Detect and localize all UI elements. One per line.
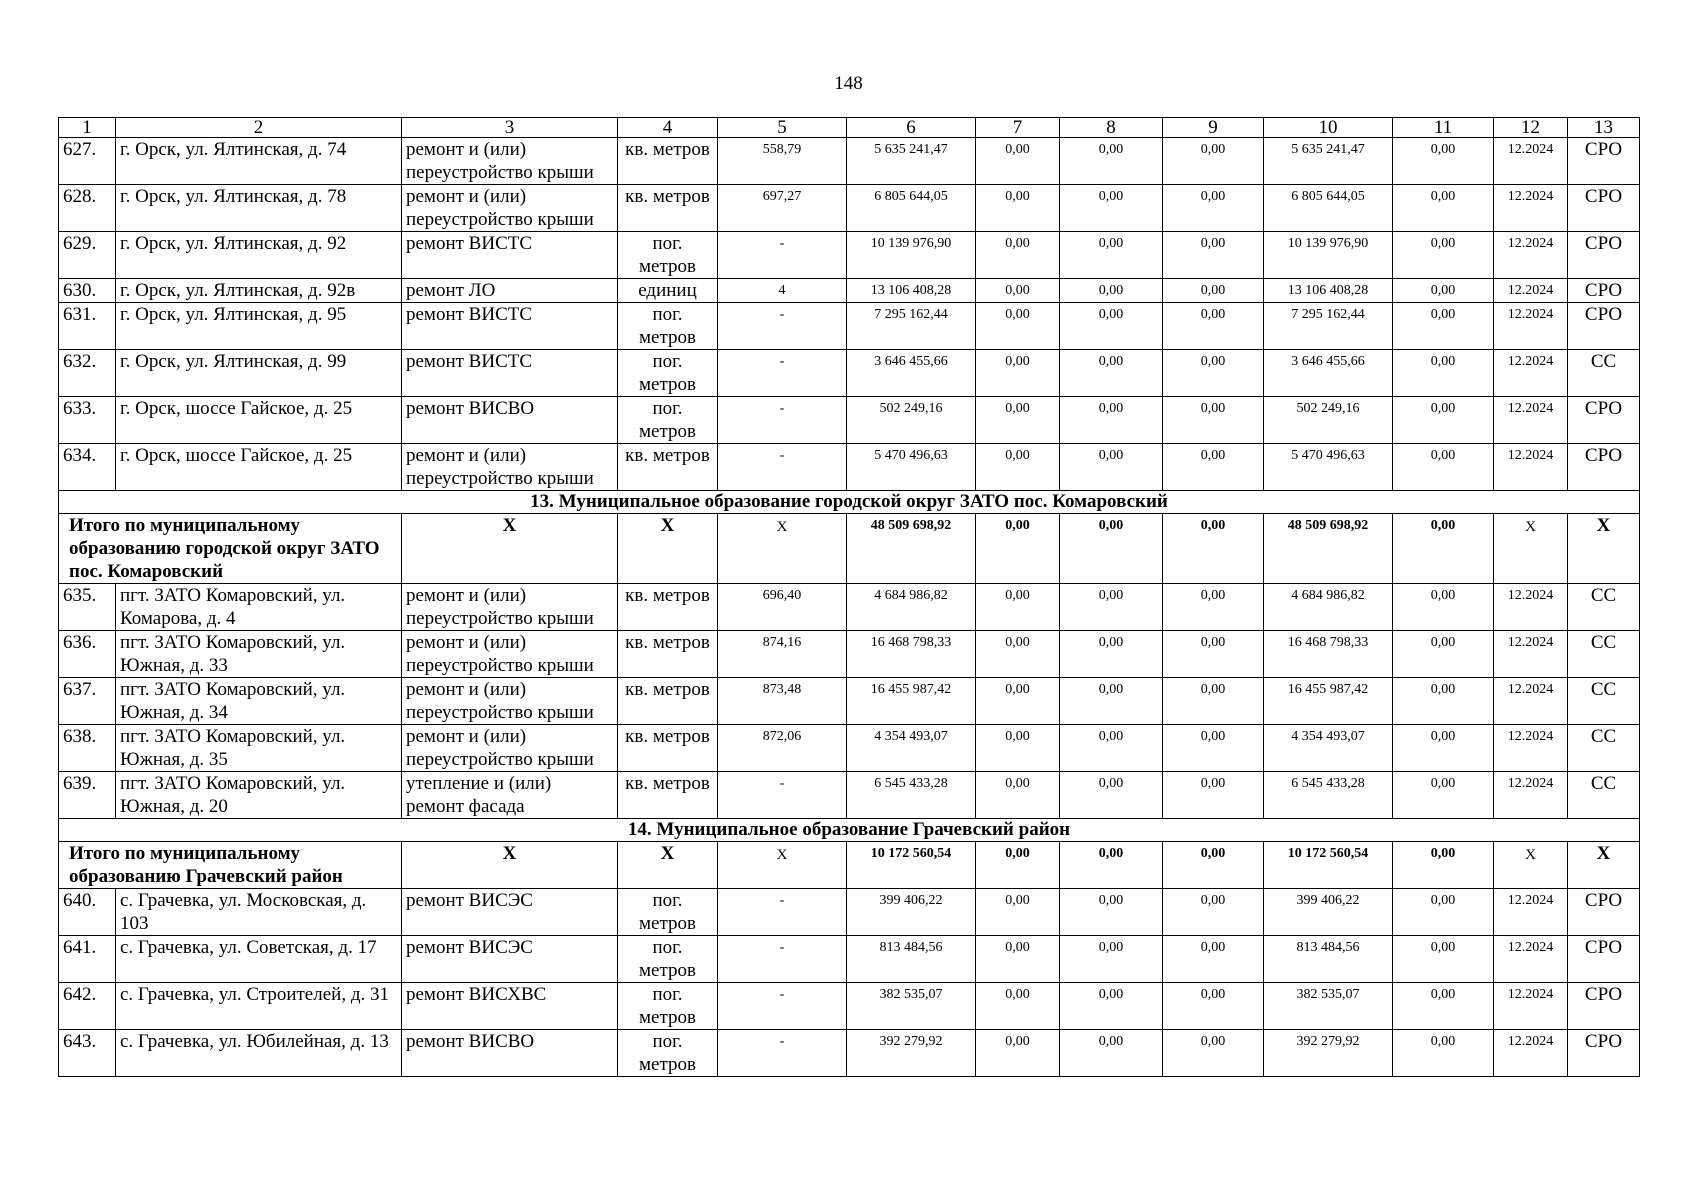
- col7-cell: 0,00: [976, 772, 1060, 819]
- col8-cell: 0,00: [1060, 772, 1163, 819]
- date-cell: 12.2024: [1494, 350, 1568, 397]
- method-cell: СРО: [1568, 232, 1640, 279]
- work-type-cell: ремонт и (или) переустройство крыши: [402, 444, 618, 491]
- row-number: 635.: [59, 584, 116, 631]
- cost-total-cell: 13 106 408,28: [847, 279, 976, 303]
- col11-cell: 0,00: [1393, 983, 1494, 1030]
- method-cell: СРО: [1568, 185, 1640, 232]
- column-header: 3: [402, 118, 618, 138]
- date-cell: 12.2024: [1494, 983, 1568, 1030]
- col9-cell: 0,00: [1163, 1030, 1264, 1077]
- total-label: Итого по муниципальному образованию Грачевский район: [59, 842, 402, 889]
- column-header: 2: [116, 118, 402, 138]
- col11-cell: 0,00: [1393, 397, 1494, 444]
- col10-cell: 5 635 241,47: [1264, 138, 1393, 185]
- cost-total-cell: 392 279,92: [847, 1030, 976, 1077]
- quantity-cell: 4: [718, 279, 847, 303]
- col8-cell: 0,00: [1060, 397, 1163, 444]
- row-number: 642.: [59, 983, 116, 1030]
- col10-cell: 382 535,07: [1264, 983, 1393, 1030]
- method-cell: СРО: [1568, 889, 1640, 936]
- table-row: [59, 631, 1640, 678]
- address-cell: г. Орск, ул. Ялтинская, д. 74: [116, 138, 402, 185]
- address-cell: пгт. ЗАТО Комаровский, ул. Южная, д. 33: [116, 631, 402, 678]
- col8-cell: 0,00: [1060, 279, 1163, 303]
- column-header: 7: [976, 118, 1060, 138]
- capital-repair-table: [58, 117, 1640, 1077]
- work-type-cell: ремонт ВИСТС: [402, 232, 618, 279]
- column-header: 13: [1568, 118, 1640, 138]
- date-cell: 12.2024: [1494, 725, 1568, 772]
- date-cell: 12.2024: [1494, 889, 1568, 936]
- column-header: 6: [847, 118, 976, 138]
- col8-cell: 0,00: [1060, 631, 1163, 678]
- col9-cell: 0,00: [1163, 397, 1264, 444]
- col11-cell: 0,00: [1393, 772, 1494, 819]
- quantity-cell: 873,48: [718, 678, 847, 725]
- col7-cell: 0,00: [976, 983, 1060, 1030]
- col11-cell: 0,00: [1393, 350, 1494, 397]
- total-col4: X: [618, 514, 718, 584]
- quantity-cell: 558,79: [718, 138, 847, 185]
- col9-cell: 0,00: [1163, 936, 1264, 983]
- col9-cell: 0,00: [1163, 772, 1264, 819]
- work-type-cell: ремонт и (или) переустройство крыши: [402, 725, 618, 772]
- address-cell: пгт. ЗАТО Комаровский, ул. Комарова, д. 4: [116, 584, 402, 631]
- table-row: [59, 983, 1640, 1030]
- unit-cell: кв. метров: [618, 772, 718, 819]
- method-cell: СРО: [1568, 983, 1640, 1030]
- address-cell: с. Грачевка, ул. Советская, д. 17: [116, 936, 402, 983]
- table-row: [59, 936, 1640, 983]
- col7-cell: 0,00: [976, 936, 1060, 983]
- work-type-cell: ремонт ВИСВО: [402, 397, 618, 444]
- col7-cell: 0,00: [976, 889, 1060, 936]
- col7-cell: 0,00: [976, 232, 1060, 279]
- col10-cell: 813 484,56: [1264, 936, 1393, 983]
- total-col12: X: [1494, 842, 1568, 889]
- unit-cell: пог. метров: [618, 397, 718, 444]
- table-row: [59, 584, 1640, 631]
- quantity-cell: -: [718, 397, 847, 444]
- quantity-cell: -: [718, 983, 847, 1030]
- method-cell: СС: [1568, 584, 1640, 631]
- col7-cell: 0,00: [976, 350, 1060, 397]
- column-header: 8: [1060, 118, 1163, 138]
- method-cell: СРО: [1568, 444, 1640, 491]
- method-cell: СС: [1568, 350, 1640, 397]
- total-label: Итого по муниципальному образованию городской округ ЗАТО пос. Комаровский: [59, 514, 402, 584]
- total-col8: 0,00: [1060, 514, 1163, 584]
- table-row: [59, 138, 1640, 185]
- col8-cell: 0,00: [1060, 138, 1163, 185]
- col10-cell: 399 406,22: [1264, 889, 1393, 936]
- row-number: 640.: [59, 889, 116, 936]
- date-cell: 12.2024: [1494, 678, 1568, 725]
- col9-cell: 0,00: [1163, 232, 1264, 279]
- column-header: 1: [59, 118, 116, 138]
- cost-total-cell: 502 249,16: [847, 397, 976, 444]
- work-type-cell: ремонт ЛО: [402, 279, 618, 303]
- quantity-cell: -: [718, 444, 847, 491]
- cost-total-cell: 4 684 986,82: [847, 584, 976, 631]
- method-cell: СС: [1568, 631, 1640, 678]
- cost-total-cell: 399 406,22: [847, 889, 976, 936]
- col11-cell: 0,00: [1393, 303, 1494, 350]
- row-number: 637.: [59, 678, 116, 725]
- address-cell: с. Грачевка, ул. Московская, д. 103: [116, 889, 402, 936]
- table-row: [59, 350, 1640, 397]
- col10-cell: 6 545 433,28: [1264, 772, 1393, 819]
- cost-total-cell: 6 545 433,28: [847, 772, 976, 819]
- col11-cell: 0,00: [1393, 138, 1494, 185]
- unit-cell: кв. метров: [618, 678, 718, 725]
- total-col7: 0,00: [976, 842, 1060, 889]
- date-cell: 12.2024: [1494, 772, 1568, 819]
- column-header: 10: [1264, 118, 1393, 138]
- col7-cell: 0,00: [976, 185, 1060, 232]
- col8-cell: 0,00: [1060, 350, 1163, 397]
- date-cell: 12.2024: [1494, 279, 1568, 303]
- col11-cell: 0,00: [1393, 232, 1494, 279]
- section-header-row: [59, 491, 1640, 514]
- col11-cell: 0,00: [1393, 1030, 1494, 1077]
- col7-cell: 0,00: [976, 397, 1060, 444]
- unit-cell: кв. метров: [618, 631, 718, 678]
- quantity-cell: -: [718, 303, 847, 350]
- col7-cell: 0,00: [976, 631, 1060, 678]
- row-number: 633.: [59, 397, 116, 444]
- col9-cell: 0,00: [1163, 631, 1264, 678]
- unit-cell: пог. метров: [618, 303, 718, 350]
- column-header: 4: [618, 118, 718, 138]
- row-number: 629.: [59, 232, 116, 279]
- col10-cell: 13 106 408,28: [1264, 279, 1393, 303]
- quantity-cell: -: [718, 350, 847, 397]
- date-cell: 12.2024: [1494, 232, 1568, 279]
- table-row: [59, 678, 1640, 725]
- method-cell: СРО: [1568, 303, 1640, 350]
- date-cell: 12.2024: [1494, 303, 1568, 350]
- method-cell: СРО: [1568, 1030, 1640, 1077]
- total-col10: 48 509 698,92: [1264, 514, 1393, 584]
- quantity-cell: -: [718, 232, 847, 279]
- address-cell: г. Орск, ул. Ялтинская, д. 95: [116, 303, 402, 350]
- row-number: 643.: [59, 1030, 116, 1077]
- column-header-row: [59, 118, 1640, 138]
- cost-total-cell: 4 354 493,07: [847, 725, 976, 772]
- address-cell: пгт. ЗАТО Комаровский, ул. Южная, д. 20: [116, 772, 402, 819]
- total-col13: X: [1568, 514, 1640, 584]
- col8-cell: 0,00: [1060, 725, 1163, 772]
- col7-cell: 0,00: [976, 725, 1060, 772]
- col8-cell: 0,00: [1060, 303, 1163, 350]
- col9-cell: 0,00: [1163, 725, 1264, 772]
- col8-cell: 0,00: [1060, 983, 1163, 1030]
- unit-cell: пог. метров: [618, 936, 718, 983]
- col10-cell: 16 468 798,33: [1264, 631, 1393, 678]
- cost-total-cell: 10 139 976,90: [847, 232, 976, 279]
- row-number: 628.: [59, 185, 116, 232]
- date-cell: 12.2024: [1494, 185, 1568, 232]
- section-title: 13. Муниципальное образование городской округ ЗАТО пос. Комаровский: [59, 491, 1640, 514]
- work-type-cell: ремонт ВИСЭС: [402, 936, 618, 983]
- total-col5: X: [718, 514, 847, 584]
- work-type-cell: ремонт и (или) переустройство крыши: [402, 138, 618, 185]
- table-row: [59, 725, 1640, 772]
- table-row: [59, 185, 1640, 232]
- method-cell: СС: [1568, 725, 1640, 772]
- col11-cell: 0,00: [1393, 185, 1494, 232]
- quantity-cell: -: [718, 936, 847, 983]
- row-number: 636.: [59, 631, 116, 678]
- total-col9: 0,00: [1163, 514, 1264, 584]
- unit-cell: кв. метров: [618, 138, 718, 185]
- quantity-cell: -: [718, 889, 847, 936]
- work-type-cell: ремонт ВИСВО: [402, 1030, 618, 1077]
- work-type-cell: ремонт ВИСТС: [402, 303, 618, 350]
- col10-cell: 4 684 986,82: [1264, 584, 1393, 631]
- column-header: 9: [1163, 118, 1264, 138]
- unit-cell: единиц: [618, 279, 718, 303]
- row-number: 639.: [59, 772, 116, 819]
- col10-cell: 3 646 455,66: [1264, 350, 1393, 397]
- col7-cell: 0,00: [976, 138, 1060, 185]
- col11-cell: 0,00: [1393, 678, 1494, 725]
- col10-cell: 502 249,16: [1264, 397, 1393, 444]
- column-header: 11: [1393, 118, 1494, 138]
- date-cell: 12.2024: [1494, 936, 1568, 983]
- address-cell: пгт. ЗАТО Комаровский, ул. Южная, д. 34: [116, 678, 402, 725]
- col8-cell: 0,00: [1060, 584, 1163, 631]
- cost-total-cell: 5 470 496,63: [847, 444, 976, 491]
- col7-cell: 0,00: [976, 584, 1060, 631]
- quantity-cell: -: [718, 772, 847, 819]
- method-cell: СРО: [1568, 936, 1640, 983]
- work-type-cell: ремонт ВИСЭС: [402, 889, 618, 936]
- unit-cell: кв. метров: [618, 725, 718, 772]
- col9-cell: 0,00: [1163, 678, 1264, 725]
- col7-cell: 0,00: [976, 1030, 1060, 1077]
- method-cell: СРО: [1568, 397, 1640, 444]
- total-col6: 48 509 698,92: [847, 514, 976, 584]
- col9-cell: 0,00: [1163, 303, 1264, 350]
- quantity-cell: 874,16: [718, 631, 847, 678]
- unit-cell: пог. метров: [618, 232, 718, 279]
- unit-cell: кв. метров: [618, 584, 718, 631]
- total-col3: X: [402, 514, 618, 584]
- col9-cell: 0,00: [1163, 185, 1264, 232]
- cost-total-cell: 3 646 455,66: [847, 350, 976, 397]
- section-header-row: [59, 819, 1640, 842]
- col7-cell: 0,00: [976, 279, 1060, 303]
- col10-cell: 392 279,92: [1264, 1030, 1393, 1077]
- cost-total-cell: 16 455 987,42: [847, 678, 976, 725]
- table-row: [59, 772, 1640, 819]
- col11-cell: 0,00: [1393, 725, 1494, 772]
- work-type-cell: ремонт и (или) переустройство крыши: [402, 678, 618, 725]
- address-cell: г. Орск, шоссе Гайское, д. 25: [116, 444, 402, 491]
- col8-cell: 0,00: [1060, 936, 1163, 983]
- col10-cell: 5 470 496,63: [1264, 444, 1393, 491]
- total-row: [59, 842, 1640, 889]
- work-type-cell: ремонт и (или) переустройство крыши: [402, 631, 618, 678]
- col8-cell: 0,00: [1060, 889, 1163, 936]
- col9-cell: 0,00: [1163, 444, 1264, 491]
- total-col7: 0,00: [976, 514, 1060, 584]
- unit-cell: кв. метров: [618, 444, 718, 491]
- row-number: 630.: [59, 279, 116, 303]
- address-cell: г. Орск, ул. Ялтинская, д. 78: [116, 185, 402, 232]
- date-cell: 12.2024: [1494, 138, 1568, 185]
- col9-cell: 0,00: [1163, 279, 1264, 303]
- cost-total-cell: 382 535,07: [847, 983, 976, 1030]
- table-row: [59, 303, 1640, 350]
- total-col5: X: [718, 842, 847, 889]
- unit-cell: пог. метров: [618, 983, 718, 1030]
- table-row: [59, 279, 1640, 303]
- table-row: [59, 1030, 1640, 1077]
- total-col3: X: [402, 842, 618, 889]
- date-cell: 12.2024: [1494, 1030, 1568, 1077]
- col10-cell: 6 805 644,05: [1264, 185, 1393, 232]
- row-number: 641.: [59, 936, 116, 983]
- cost-total-cell: 16 468 798,33: [847, 631, 976, 678]
- address-cell: с. Грачевка, ул. Юбилейная, д. 13: [116, 1030, 402, 1077]
- unit-cell: пог. метров: [618, 350, 718, 397]
- col10-cell: 7 295 162,44: [1264, 303, 1393, 350]
- col8-cell: 0,00: [1060, 232, 1163, 279]
- work-type-cell: ремонт ВИСХВС: [402, 983, 618, 1030]
- total-row: [59, 514, 1640, 584]
- work-type-cell: ремонт и (или) переустройство крыши: [402, 185, 618, 232]
- table-row: [59, 889, 1640, 936]
- address-cell: с. Грачевка, ул. Строителей, д. 31: [116, 983, 402, 1030]
- quantity-cell: 696,40: [718, 584, 847, 631]
- date-cell: 12.2024: [1494, 444, 1568, 491]
- col7-cell: 0,00: [976, 303, 1060, 350]
- col11-cell: 0,00: [1393, 279, 1494, 303]
- address-cell: г. Орск, ул. Ялтинская, д. 92в: [116, 279, 402, 303]
- total-col6: 10 172 560,54: [847, 842, 976, 889]
- total-col12: X: [1494, 514, 1568, 584]
- col9-cell: 0,00: [1163, 350, 1264, 397]
- table-row: [59, 444, 1640, 491]
- total-col11: 0,00: [1393, 842, 1494, 889]
- row-number: 632.: [59, 350, 116, 397]
- address-cell: г. Орск, ул. Ялтинская, д. 99: [116, 350, 402, 397]
- col11-cell: 0,00: [1393, 889, 1494, 936]
- address-cell: пгт. ЗАТО Комаровский, ул. Южная, д. 35: [116, 725, 402, 772]
- date-cell: 12.2024: [1494, 397, 1568, 444]
- page-number: 148: [834, 73, 863, 94]
- method-cell: СРО: [1568, 279, 1640, 303]
- table-row: [59, 397, 1640, 444]
- total-col9: 0,00: [1163, 842, 1264, 889]
- method-cell: СС: [1568, 678, 1640, 725]
- address-cell: г. Орск, ул. Ялтинская, д. 92: [116, 232, 402, 279]
- cost-total-cell: 7 295 162,44: [847, 303, 976, 350]
- quantity-cell: 697,27: [718, 185, 847, 232]
- total-col4: X: [618, 842, 718, 889]
- col9-cell: 0,00: [1163, 889, 1264, 936]
- address-cell: г. Орск, шоссе Гайское, д. 25: [116, 397, 402, 444]
- unit-cell: пог. метров: [618, 1030, 718, 1077]
- work-type-cell: утепление и (или) ремонт фасада: [402, 772, 618, 819]
- col7-cell: 0,00: [976, 678, 1060, 725]
- total-col13: X: [1568, 842, 1640, 889]
- col9-cell: 0,00: [1163, 584, 1264, 631]
- col11-cell: 0,00: [1393, 936, 1494, 983]
- date-cell: 12.2024: [1494, 631, 1568, 678]
- method-cell: СС: [1568, 772, 1640, 819]
- method-cell: СРО: [1568, 138, 1640, 185]
- column-header: 12: [1494, 118, 1568, 138]
- quantity-cell: 872,06: [718, 725, 847, 772]
- total-col11: 0,00: [1393, 514, 1494, 584]
- col7-cell: 0,00: [976, 444, 1060, 491]
- row-number: 631.: [59, 303, 116, 350]
- total-col8: 0,00: [1060, 842, 1163, 889]
- work-type-cell: ремонт и (или) переустройство крыши: [402, 584, 618, 631]
- col11-cell: 0,00: [1393, 631, 1494, 678]
- unit-cell: пог. метров: [618, 889, 718, 936]
- col11-cell: 0,00: [1393, 444, 1494, 491]
- col10-cell: 4 354 493,07: [1264, 725, 1393, 772]
- cost-total-cell: 813 484,56: [847, 936, 976, 983]
- quantity-cell: -: [718, 1030, 847, 1077]
- col8-cell: 0,00: [1060, 678, 1163, 725]
- col8-cell: 0,00: [1060, 1030, 1163, 1077]
- table-row: [59, 232, 1640, 279]
- work-type-cell: ремонт ВИСТС: [402, 350, 618, 397]
- col8-cell: 0,00: [1060, 185, 1163, 232]
- column-header: 5: [718, 118, 847, 138]
- date-cell: 12.2024: [1494, 584, 1568, 631]
- row-number: 634.: [59, 444, 116, 491]
- row-number: 627.: [59, 138, 116, 185]
- cost-total-cell: 6 805 644,05: [847, 185, 976, 232]
- col11-cell: 0,00: [1393, 584, 1494, 631]
- section-title: 14. Муниципальное образование Грачевский район: [59, 819, 1640, 842]
- col8-cell: 0,00: [1060, 444, 1163, 491]
- unit-cell: кв. метров: [618, 185, 718, 232]
- col9-cell: 0,00: [1163, 983, 1264, 1030]
- row-number: 638.: [59, 725, 116, 772]
- cost-total-cell: 5 635 241,47: [847, 138, 976, 185]
- total-col10: 10 172 560,54: [1264, 842, 1393, 889]
- col10-cell: 10 139 976,90: [1264, 232, 1393, 279]
- col9-cell: 0,00: [1163, 138, 1264, 185]
- col10-cell: 16 455 987,42: [1264, 678, 1393, 725]
